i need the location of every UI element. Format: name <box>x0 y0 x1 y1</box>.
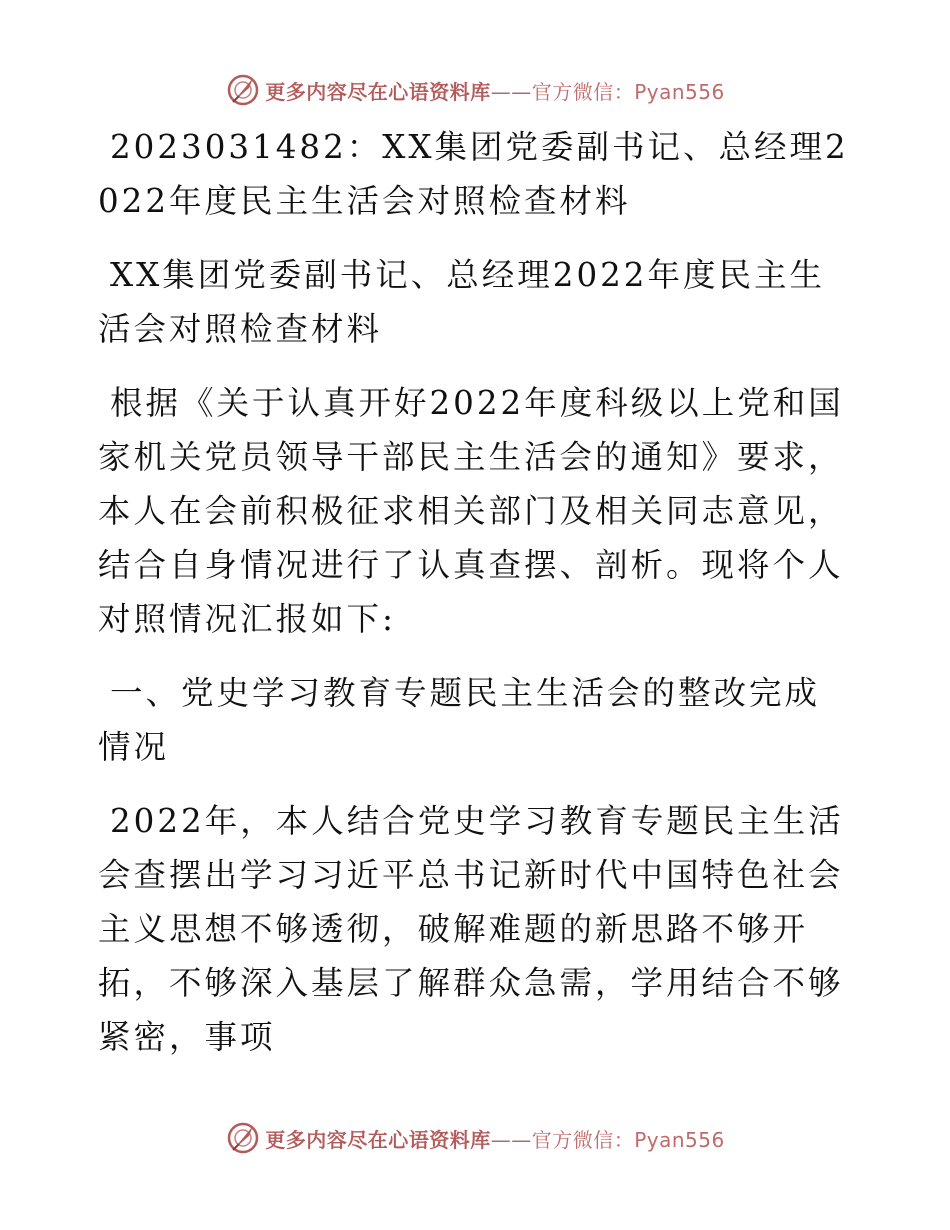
quill-logo-icon <box>225 1120 261 1156</box>
quill-logo-icon <box>225 72 261 108</box>
intro-paragraph: 根据《关于认真开好2022年度科级以上党和国家机关党员领导干部民主生活会的通知》要求，本人在会前积极征求相关部门及相关同志意见，结合自身情况进行了认真查摆、剖析。现将个人对照情况汇报如下: <box>98 384 844 638</box>
watermark-separator: —— <box>490 1127 532 1152</box>
watermark-wechat: 官方微信：Pyan556 <box>531 79 725 104</box>
watermark-header <box>0 70 950 110</box>
document-title: 2023031482：XX集团党委副书记、总经理2022年度民主生活会对照检查材料 <box>98 128 849 220</box>
document-body <box>98 120 850 1084</box>
document-subtitle: XX集团党委副书记、总经理2022年度民主生活会对照检查材料 <box>98 256 825 348</box>
watermark-separator: —— <box>490 79 532 104</box>
section-heading: 一、党史学习教育专题民主生活会的整改完成情况 <box>98 674 821 766</box>
watermark-text: 更多内容尽在心语资料库 <box>265 1127 491 1152</box>
watermark-footer <box>0 1118 950 1158</box>
watermark-text: 更多内容尽在心语资料库 <box>265 79 491 104</box>
watermark-wechat: 官方微信：Pyan556 <box>531 1127 725 1152</box>
section-paragraph: 2022年，本人结合党史学习教育专题民主生活会查摆出学习习近平总书记新时代中国特色社会主义思想不够透彻，破解难题的新思路不够开拓，不够深入基层了解群众急需，学用结合不够紧密，事项 <box>98 802 844 1056</box>
